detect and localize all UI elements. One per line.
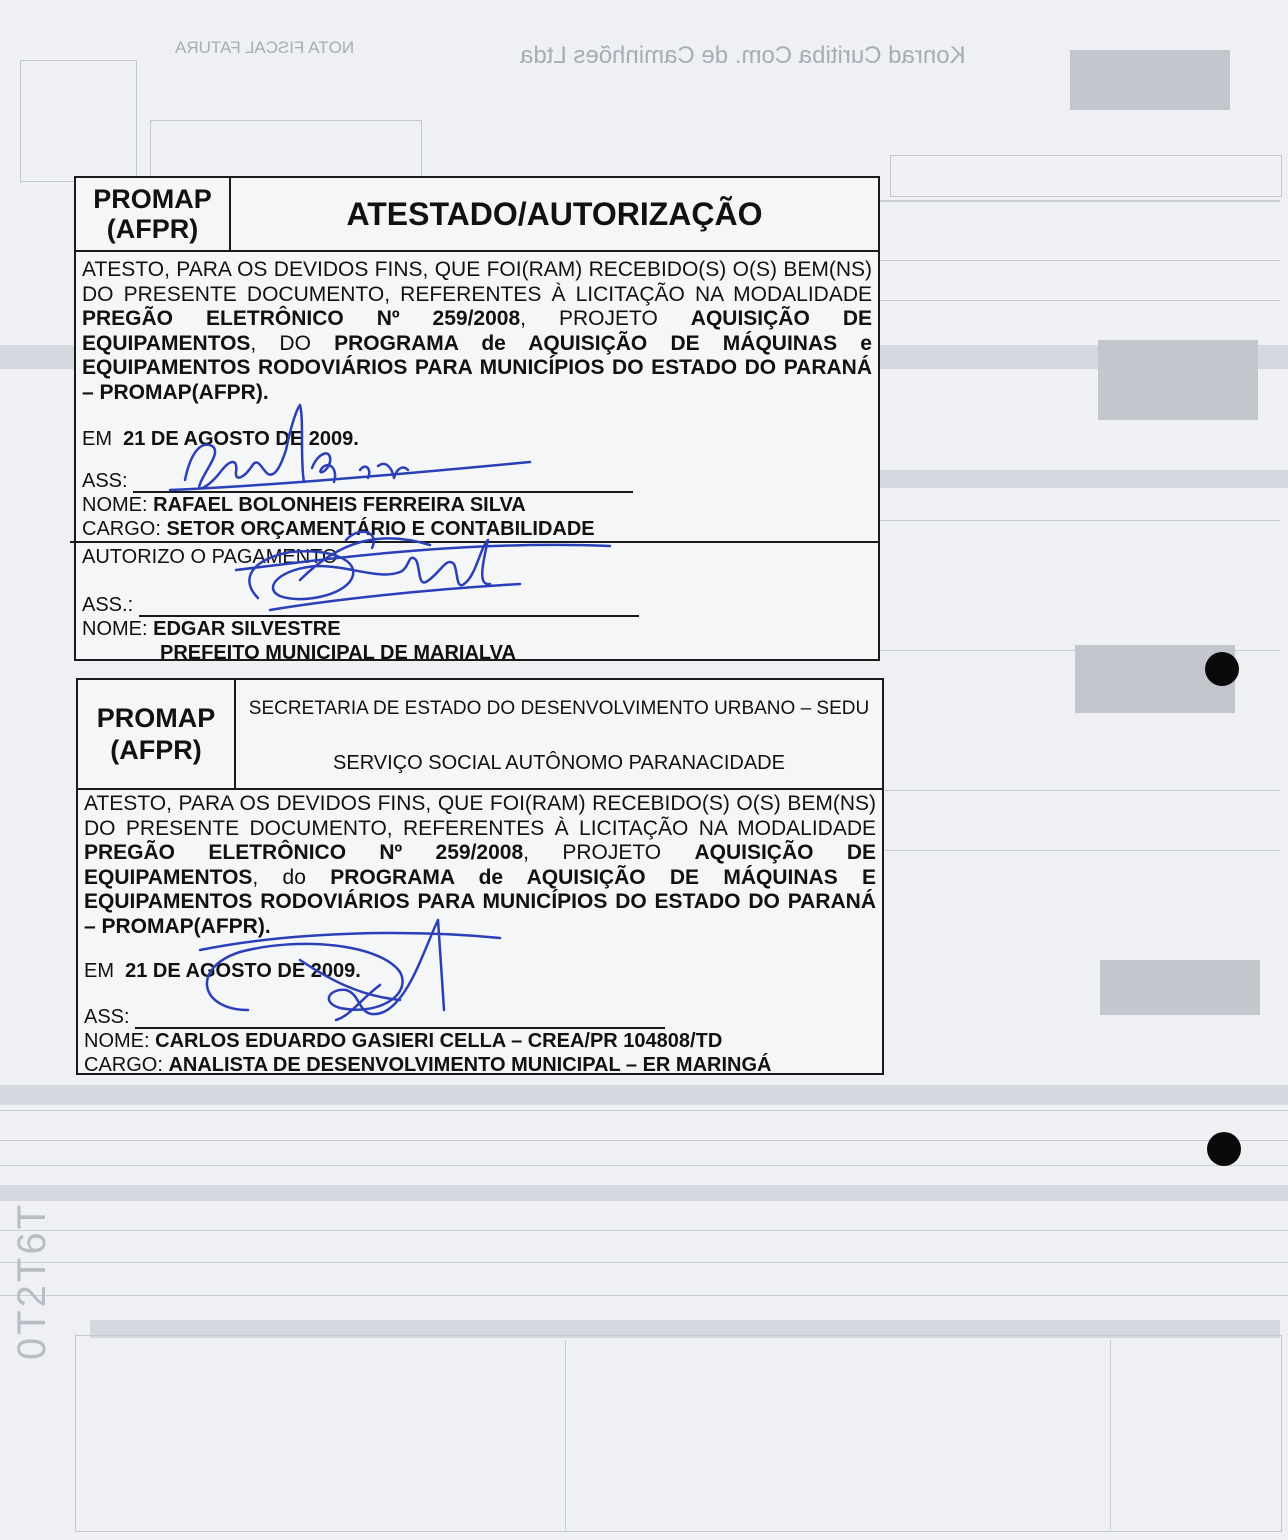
logo-line-1: PROMAP xyxy=(93,184,212,214)
signature-line-2: ASS.: xyxy=(76,593,878,617)
bg-company-name: Konrad Curitiba Com. de Caminhões Ltda xyxy=(520,42,966,69)
stamp-header xyxy=(76,178,878,252)
logo-line-2: (AFPR) xyxy=(106,214,199,244)
name-line-2: NOME: EDGAR SILVESTRE xyxy=(82,618,341,640)
stamp-title: ATESTADO/AUTORIZAÇÃO xyxy=(346,195,763,232)
attestation-text: ATESTO, PARA OS DEVIDOS FINS, QUE FOI(RAM) RECEBIDO(S) O(S) BEM(NS) DO PRESENTE DOCUMENTO, REFERENTES À LICITAÇÃO NA MODALIDADE PREGÃO ELETRÔNICO Nº 259/2008, PROJETO AQUISIÇÃO DE EQUIPAMENTOS, DO PROGRAMA de AQUISIÇÃO DE MÁQUINAS e EQUIPAMENTOS RODOVIÁRIOS PARA MUNICÍPIOS DO ESTADO DO PARANÁ – PROMAP(AFPR). xyxy=(82,258,872,404)
promap-logo-2 xyxy=(78,680,236,788)
punch-hole-top xyxy=(1205,652,1239,686)
paranacidade-stamp xyxy=(76,678,884,1075)
signature-line: ASS: xyxy=(76,469,878,493)
name-line-3: NOME: CARLOS EDUARDO GASIERI CELLA – CREA/PR 104808/TD xyxy=(84,1030,723,1052)
logo2-line-1: PROMAP xyxy=(96,703,216,733)
punch-hole-bottom xyxy=(1207,1132,1241,1166)
stamp2-header xyxy=(78,680,882,790)
stamp2-header-text xyxy=(236,680,882,788)
attestation-text-2: ATESTO, PARA OS DEVIDOS FINS, QUE FOI(RAM) RECEBIDO(S) O(S) BEM(NS) DO PRESENTE DOCUMENTO, REFERENTES À LICITAÇÃO NA MODALIDADE PREGÃO ELETRÔNICO Nº 259/2008, PROJETO AQUISIÇÃO DE EQUIPAMENTOS, do PROGRAMA de AQUISIÇÃO DE MÁQUINAS E EQUIPAMENTOS RODOVIÁRIOS PARA MUNICÍPIOS DO ESTADO DO PARANÁ – PROMAP(AFPR). xyxy=(84,792,876,938)
attestation-stamp xyxy=(74,176,880,664)
signature-line-3: ASS: xyxy=(78,1005,882,1029)
logo2-line-2: (AFPR) xyxy=(110,735,202,765)
authorize-line: AUTORIZO O PAGAMENTO xyxy=(82,546,338,568)
date-line: EM 21 DE AGOSTO DE 2009. xyxy=(82,428,359,450)
mayor-title: PREFEITO MUNICIPAL DE MARIALVA xyxy=(160,642,516,664)
sedu-line: SECRETARIA DE ESTADO DO DESENVOLVIMENTO URBANO – SEDU xyxy=(248,698,870,719)
bg-margin-code: 0T2T6T xyxy=(10,1201,54,1360)
paranacidade-line: SERVIÇO SOCIAL AUTÔNOMO PARANACIDADE xyxy=(333,751,785,774)
cargo-line: CARGO: SETOR ORÇAMENTÁRIO E CONTABILIDADE xyxy=(70,517,878,543)
cargo-line-2: CARGO: ANALISTA DE DESENVOLVIMENTO MUNICIPAL – ER MARINGÁ xyxy=(84,1054,772,1076)
name-line: NOME: RAFAEL BOLONHEIS FERREIRA SILVA xyxy=(82,494,526,516)
bg-nota-fiscal: NOTA FISCAL FATURA xyxy=(175,38,355,57)
promap-logo xyxy=(76,178,231,250)
date-line-2: EM 21 DE AGOSTO DE 2009. xyxy=(84,960,361,982)
